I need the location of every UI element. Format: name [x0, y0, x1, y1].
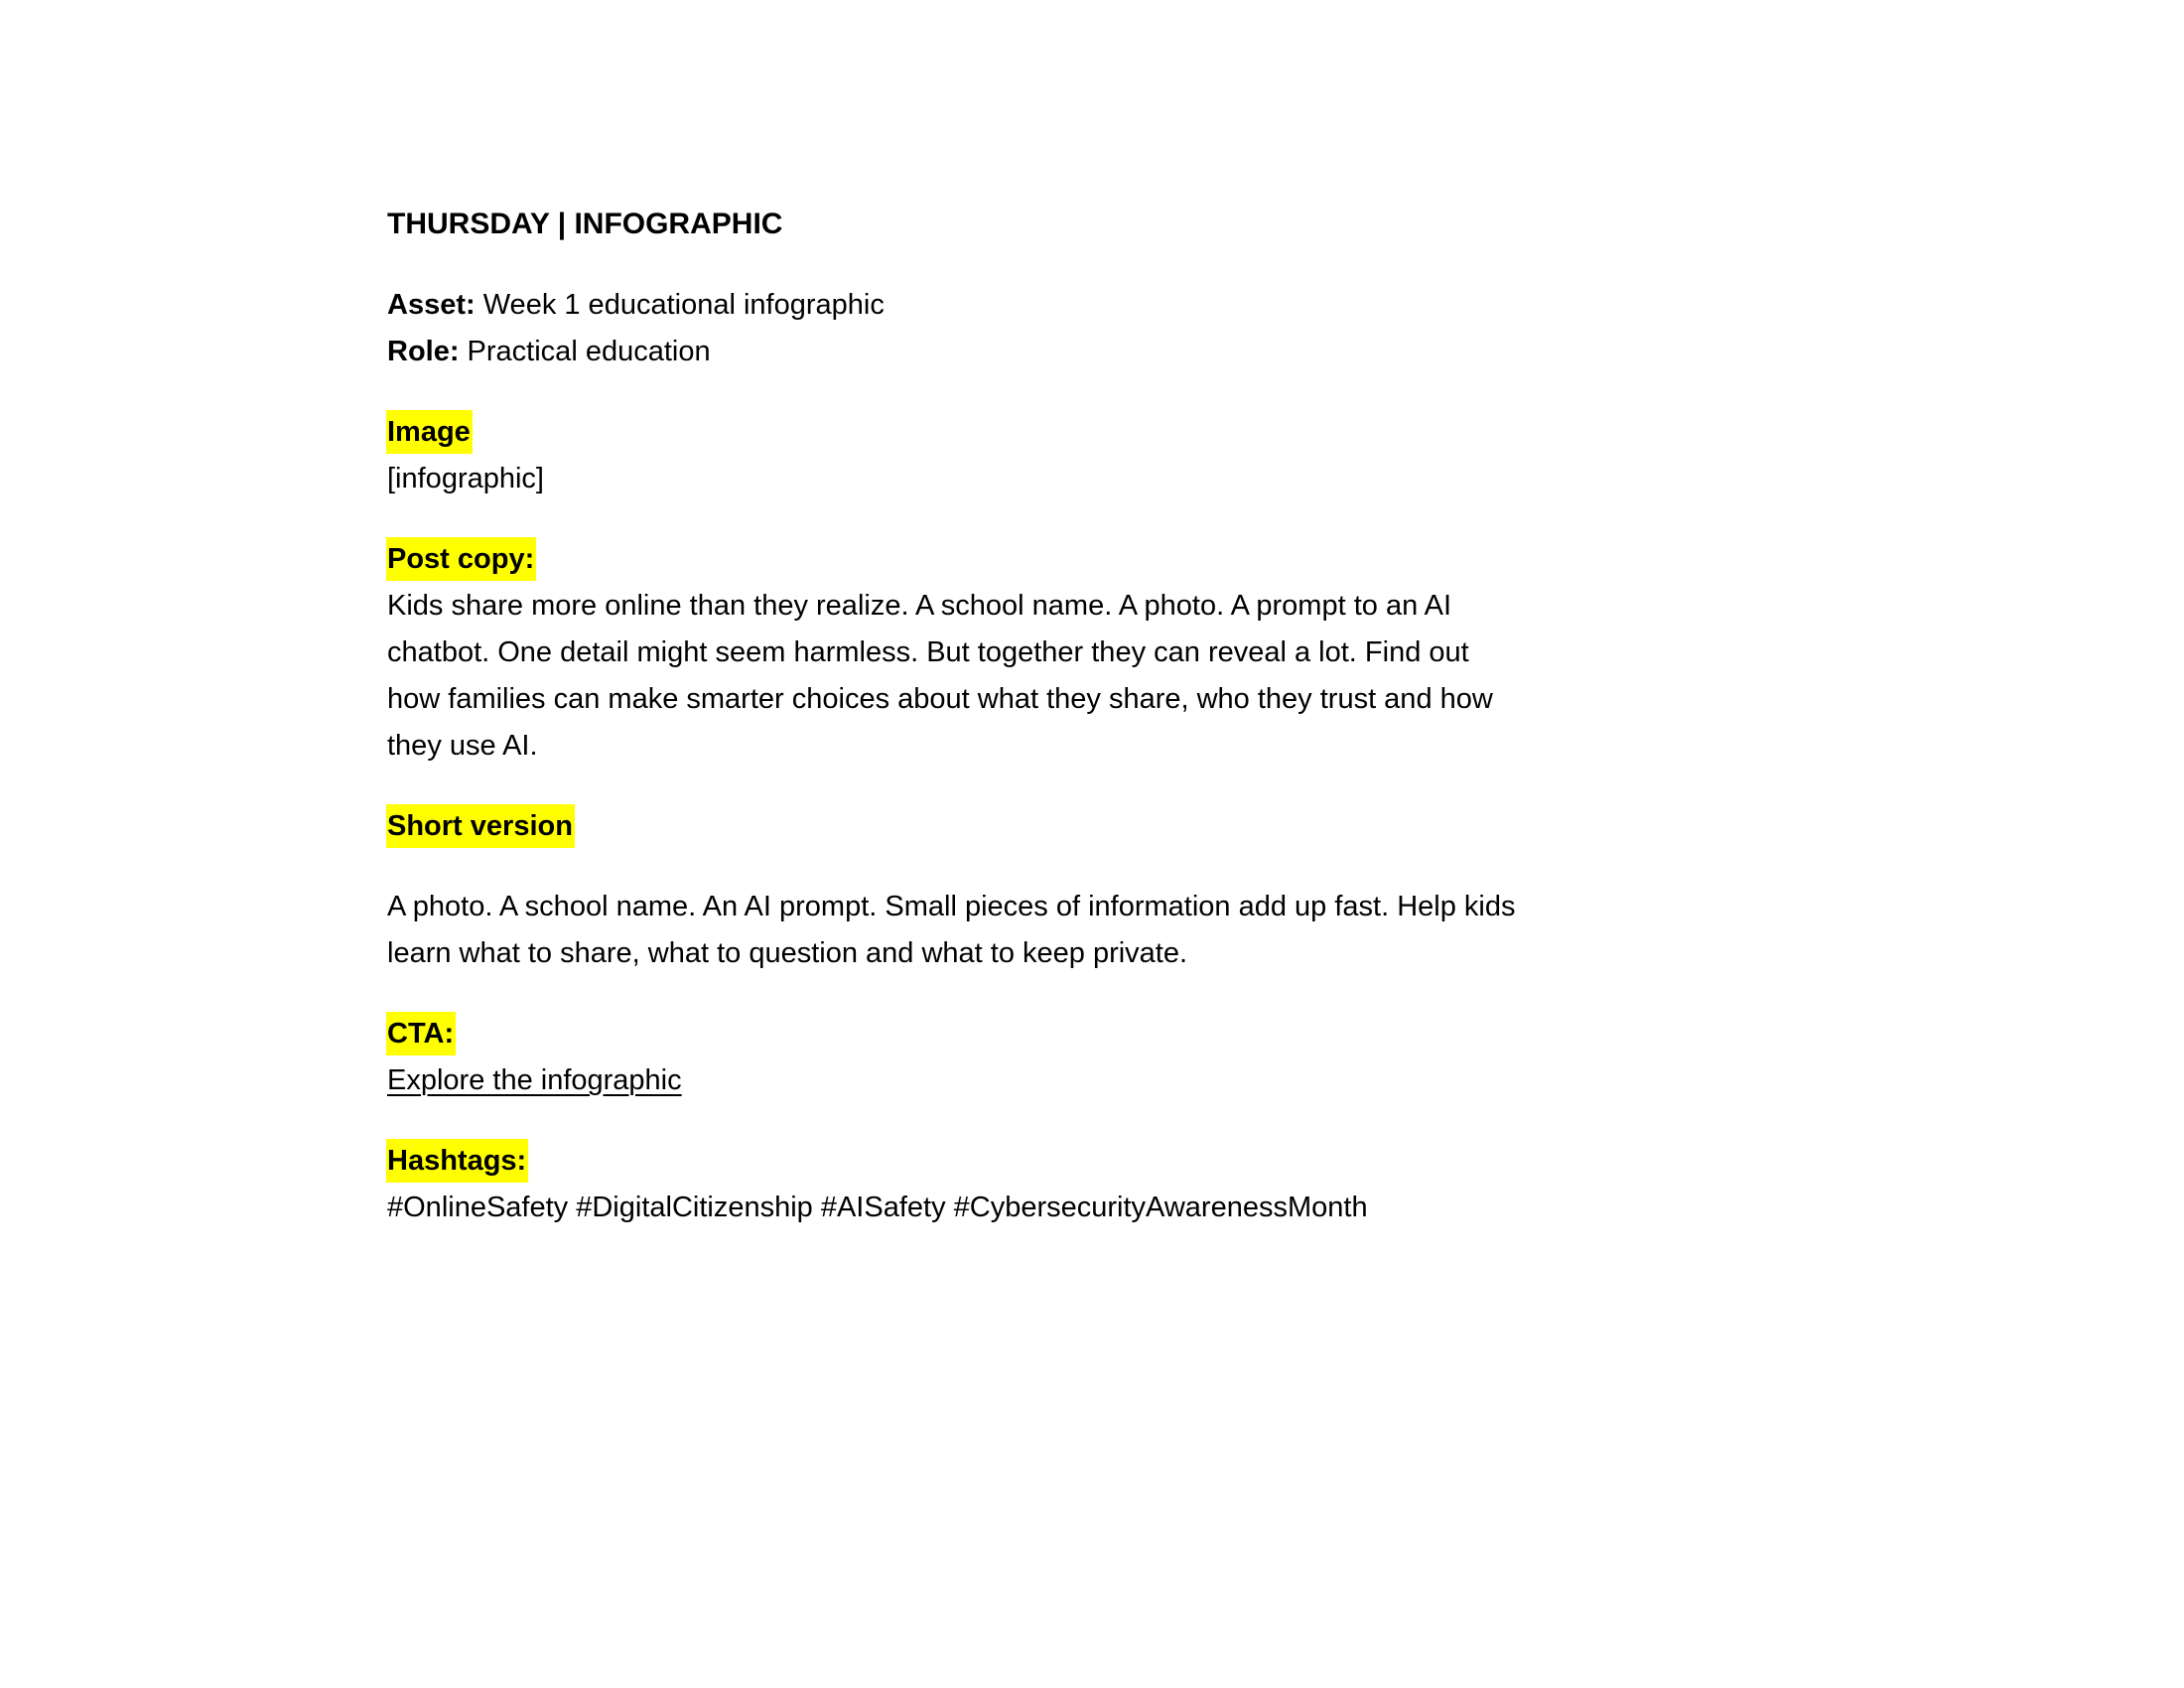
cta-link[interactable]: Explore the infographic	[387, 1064, 682, 1096]
role-line	[387, 329, 711, 375]
short-version-line: learn what to share, what to question and what to keep private.	[387, 937, 1188, 969]
asset-line	[387, 282, 885, 329]
hashtags-heading: Hashtags:	[386, 1139, 528, 1183]
page-title: THURSDAY | INFOGRAPHIC	[387, 208, 783, 240]
post-copy-line: chatbot. One detail might seem harmless. But together they can reveal a lot. Find out	[387, 636, 1469, 668]
post-copy-line: how families can make smarter choices about what they share, who they trust and how	[387, 683, 1493, 715]
hashtags-heading-line	[387, 1138, 528, 1185]
cta-heading: CTA:	[386, 1012, 456, 1055]
short-version-line: A photo. A school name. An AI prompt. Small pieces of information add up fast. Help kids	[387, 891, 1516, 922]
role-value: Practical education	[459, 336, 711, 367]
post-copy-heading: Post copy:	[386, 537, 536, 581]
short-version-heading: Short version	[386, 804, 575, 848]
cta-link-line	[387, 1057, 682, 1104]
post-copy-line: they use AI.	[387, 730, 538, 762]
image-heading-line	[387, 409, 473, 456]
short-version-heading-line	[387, 803, 575, 850]
image-placeholder: [infographic]	[387, 463, 544, 494]
asset-value: Week 1 educational infographic	[475, 289, 885, 321]
post-copy-heading-line	[387, 536, 536, 583]
role-label: Role:	[387, 336, 460, 367]
cta-heading-line	[387, 1011, 456, 1057]
hashtags-text: #OnlineSafety #DigitalCitizenship #AISafety #CybersecurityAwarenessMonth	[387, 1192, 1368, 1223]
image-heading: Image	[386, 410, 473, 454]
asset-label: Asset:	[387, 289, 476, 321]
post-copy-line: Kids share more online than they realize. A school name. A photo. A prompt to an AI	[387, 590, 1452, 622]
